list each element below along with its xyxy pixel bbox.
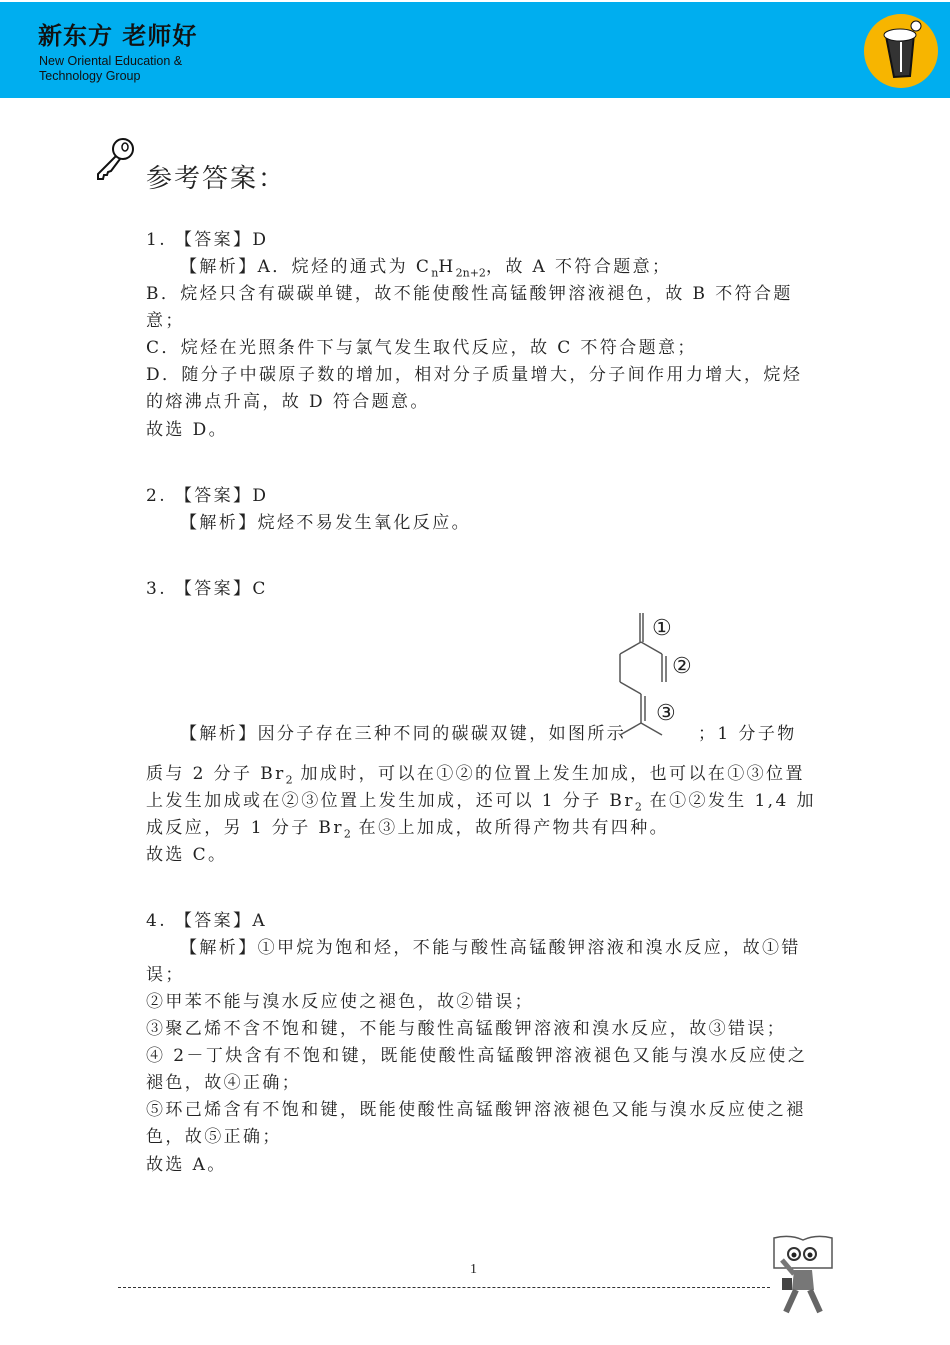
text-line	[146, 230, 268, 250]
subscript: 2	[285, 773, 293, 787]
text-segment: 的熔沸点升高，故 D 符合题意。	[146, 392, 430, 412]
text-line	[146, 284, 793, 304]
text-segment: ④ 2－丁炔含有不饱和键，既能使酸性高锰酸钾溶液褪色又能与溴水反应使之	[146, 1046, 808, 1066]
text-line	[698, 724, 797, 744]
text-segment: 1. 【答案】D	[146, 230, 269, 250]
subscript: 2	[634, 800, 642, 814]
text-line	[146, 392, 430, 412]
text-line	[146, 579, 268, 599]
text-segment: 色，故⑤正确；	[146, 1127, 282, 1147]
text-line	[146, 764, 805, 790]
text-segment: 在③上加成，故所得产物共有四种。	[350, 818, 670, 838]
page-title: 参考答案：	[146, 164, 287, 194]
text-segment: ②甲苯不能与溴水反应使之褪色，故②错误；	[146, 992, 534, 1012]
text-line	[146, 1046, 807, 1066]
text-segment: ；1 分子物	[698, 724, 797, 744]
text-line	[146, 1019, 786, 1039]
text-line	[146, 1155, 227, 1175]
text-line	[146, 992, 534, 1012]
text-segment: 【解析】烷烃不易发生氧化反应。	[180, 513, 471, 533]
text-line	[180, 257, 671, 283]
page-number: 1	[470, 1262, 477, 1277]
text-line	[146, 365, 802, 385]
bond-label-1: ①	[652, 616, 672, 641]
text-segment: 在①②发生 1,4 加	[641, 791, 816, 811]
brand-name-en	[39, 54, 182, 84]
text-segment: 质与 2 分子 Br	[146, 764, 286, 784]
text-segment: ③聚乙烯不含不饱和键，不能与酸性高锰酸钾溶液和溴水反应，故③错误；	[146, 1019, 787, 1039]
bond-label-2: ②	[672, 654, 692, 679]
text-line	[146, 1127, 282, 1147]
bond-label-3: ③	[656, 701, 676, 726]
text-line	[146, 311, 185, 331]
text-segment: 褪色，故④正确；	[146, 1073, 302, 1093]
text-segment: 故选 A。	[146, 1155, 227, 1175]
brand-name-cn: 新东方 老师好	[38, 22, 198, 50]
brand-en-line1: New Oriental Education &	[39, 54, 183, 68]
subscript: n	[431, 266, 439, 280]
text-segment: H	[438, 257, 456, 277]
header-banner	[0, 2, 950, 98]
text-line	[146, 486, 268, 506]
text-line	[180, 513, 471, 533]
text-line	[180, 938, 801, 958]
text-segment: 4. 【答案】A	[146, 911, 268, 931]
text-line	[146, 1073, 301, 1093]
text-segment: 上发生加成或在②③位置上发生加成，还可以 1 分子 Br	[146, 791, 635, 811]
section-heading	[92, 136, 287, 194]
text-line	[146, 818, 669, 844]
text-line	[146, 845, 227, 865]
text-segment: ⑤环己烯含有不饱和键，既能使酸性高锰酸钾溶液褪色又能与溴水反应使之褪	[146, 1100, 806, 1120]
text-segment: 故选 C。	[146, 845, 228, 865]
text-segment: 成反应，另 1 分子 Br	[146, 818, 344, 838]
text-line	[146, 338, 697, 358]
text-segment: 2. 【答案】D	[146, 486, 269, 506]
text-segment: 3. 【答案】C	[146, 579, 268, 599]
subscript: 2	[343, 827, 351, 841]
text-line	[146, 1100, 806, 1120]
text-line	[146, 420, 228, 440]
text-segment: B．烷烃只含有碳碳单键，故不能使酸性高锰酸钾溶液褪色，故 B 不符合题	[146, 284, 793, 304]
text-line	[180, 724, 626, 744]
text-segment: 意；	[146, 311, 185, 331]
text-segment: 【解析】①甲烷为饱和烃，不能与酸性高锰酸钾溶液和溴水反应，故①错	[180, 938, 801, 958]
footer-divider	[118, 1287, 770, 1288]
brand-en-line2: Technology Group	[39, 69, 141, 83]
key-icon	[92, 167, 138, 186]
text-line	[146, 965, 185, 985]
text-line	[146, 791, 816, 817]
text-segment: 【解析】A．烷烃的通式为 C	[180, 257, 432, 277]
subscript: 2n+2	[455, 266, 486, 280]
beaker-logo-icon	[864, 14, 938, 88]
text-segment: ，故 A 不符合题意；	[485, 257, 672, 277]
text-segment: 加成时，可以在①②的位置上发生加成，也可以在①③位置	[292, 764, 805, 784]
book-mascot-icon	[770, 1234, 836, 1322]
diene-structure-diagram	[610, 608, 710, 742]
text-segment: C．烷烃在光照条件下与氯气发生取代反应，故 C 不符合题意；	[146, 338, 697, 358]
text-line	[146, 911, 267, 931]
text-segment: 故选 D。	[146, 420, 229, 440]
text-segment: 误；	[146, 965, 185, 985]
text-segment: D．随分子中碳原子数的增加，相对分子质量增大，分子间作用力增大，烷烃	[146, 365, 803, 385]
text-segment: 【解析】因分子存在三种不同的碳碳双键，如图所示	[180, 724, 627, 744]
